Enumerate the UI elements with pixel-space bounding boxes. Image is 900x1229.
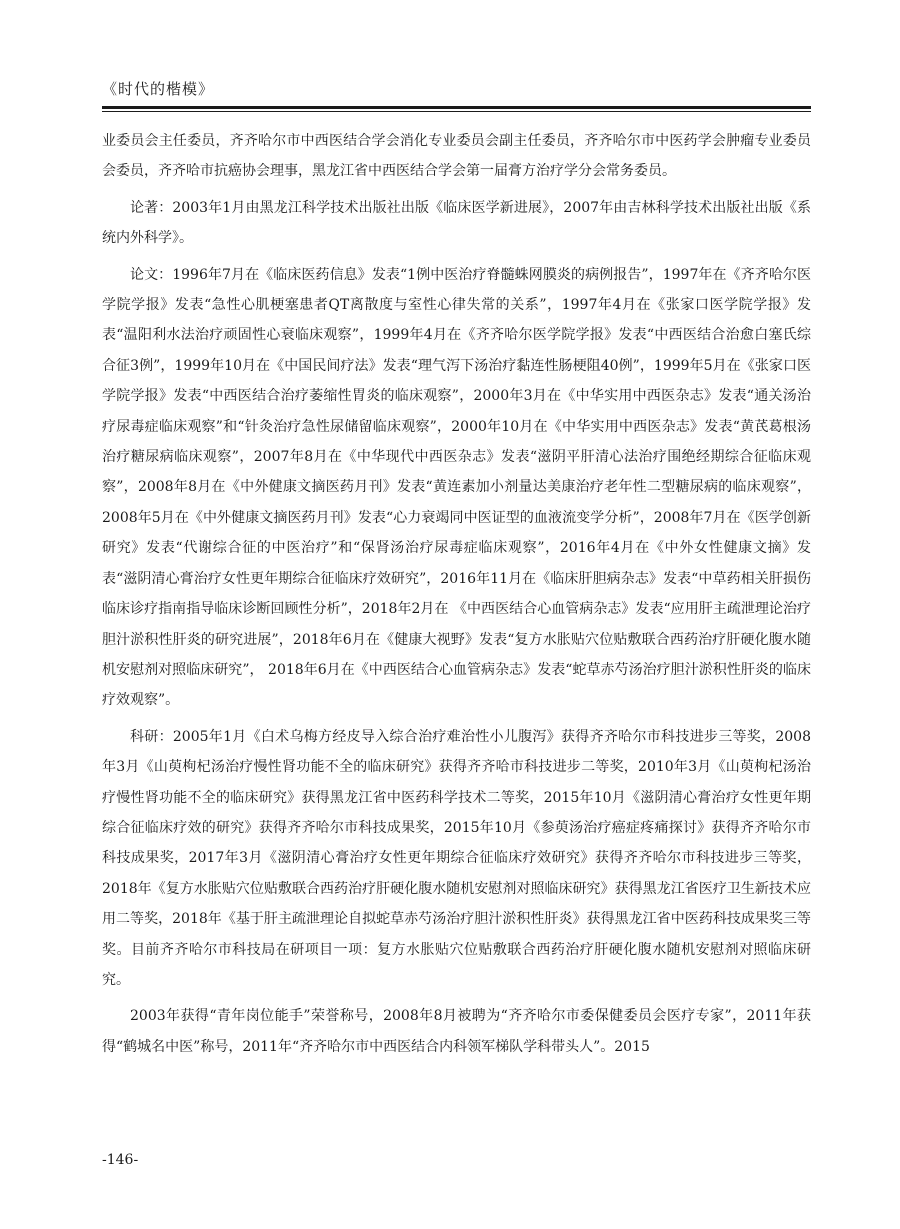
body-text (102, 126, 811, 1068)
header-rule-thick (102, 106, 811, 109)
paragraph-honors: 2003年获得“青年岗位能手”荣誉称号，2008年8月被聘为“齐齐哈尔市委保健委员会医疗专家”，2011年获得“鹤城名中医”称号，2011年“齐齐哈尔市中西医结合内科领军梯队学科带头人”。2015 (102, 1008, 811, 1055)
paragraph-monographs: 论著：2003年1月由黑龙江科学技术出版社出版《临床医学新进展》，2007年由吉林科学技术出版社出版《系统内外科学》。 (102, 199, 811, 247)
page-number: -146- (102, 1152, 139, 1168)
header-rule-thin (102, 111, 811, 112)
paragraph-committees: 业委员会主任委员，齐齐哈尔市中西医结合学会消化专业委员会副主任委员，齐齐哈尔市中医药学会肿瘤专业委员会委员，齐齐哈市抗癌协会理事，黑龙江省中西医结合学会第一届膏方治疗学分会常务委员。 (102, 133, 811, 180)
paragraph-papers: 论文：1996年7月在《临床医药信息》发表“1例中医治疗脊髓蛛网膜炎的病例报告”，1997年在《齐齐哈尔医学院学报》发表“急性心肌梗塞患者QT离散度与室性心律失常的关系”，1997年4月在《张家口医学院学报》发表“温阳利水法治疗顽固性心衰临床观察”，1999年4月在《齐齐哈尔医学院学报》发表“中西医结合治愈白塞氏综合征3例”，1999年10月在《中国民间疗法》发表“理气泻下汤治疗黏连性肠梗阻40例”，1999年5月在《张家口医学院学报》发表“中西医结合治疗萎缩性胃炎的临床观察”，2000年3月在《中华实用中西医杂志》发表“通关汤治疗尿毒症临床观察”和“针灸治疗急性尿储留临床观察”，2000年10月在《中华实用中西医杂志》发表“黄芪葛根汤治疗糖尿病临床观察”，2007年8月在《中华现代中西医杂志》发表“滋阴平肝清心法治疗围绝经期综合征临床观察”，2008年8月在《中外健康文摘医药月刊》发表“黄连素加小剂量达美康治疗老年性二型糖尿病的临床观察”，2008年5月在《中外健康文摘医药月刊》发表“心力衰竭同中医证型的血液流变学分析”，2008年7月在《医学创新研究》发表“代谢综合征的中医治疗”和“保肾汤治疗尿毒症临床观察”，2016年4月在《中外女性健康文摘》发表“滋阴清心膏治疗女性更年期综合征临床疗效研究”，2016年11月在《临床肝胆病杂志》发表“中草药相关肝损伤临床诊疗指南指导临床诊断回顾性分析”，2018年2月在 《中西医结合心血管病杂志》发表“应用肝主疏泄理论治疗胆汁淤积性肝炎的研究进展”，2018年6月在《健康大视野》发表“复方水胀贴穴位贴敷联合西药治疗肝硬化腹水随机安慰剂对照临床研究”， 2018年6月在《中西医结合心血管病杂志》发表“蛇草赤芍汤治疗胆汁淤积性肝炎的临床疗效观察”。 (102, 266, 811, 709)
paragraph-research: 科研：2005年1月《白术乌梅方经皮导入综合治疗难治性小儿腹泻》获得齐齐哈尔市科技进步三等奖，2008年3月《山萸枸杞汤治疗慢性肾功能不全的临床研究》获得齐齐哈市科技进步二等奖，2010年3月《山萸枸杞汤治疗慢性肾功能不全的临床研究》获得黑龙江省中医药科学技术二等奖，2015年10月《滋阴清心膏治疗女性更年期综合征临床疗效的研究》获得齐齐哈尔市科技成果奖，2015年10月《参萸汤治疗癌症疼痛探讨》获得齐齐哈尔市科技成果奖，2017年3月《滋阴清心膏治疗女性更年期综合征临床疗效研究》获得齐齐哈尔市科技进步三等奖，2018年《复方水胀贴穴位贴敷联合西药治疗肝硬化腹水随机安慰剂对照临床研究》获得黑龙江省医疗卫生新技术应用二等奖，2018年《基于肝主疏泄理论自拟蛇草赤芍汤治疗胆汁淤积性肝炎》获得黑龙江省中医药科技成果奖三等奖。目前齐齐哈尔市科技局在研项目一项：复方水胀贴穴位贴敷联合西药治疗肝硬化腹水随机安慰剂对照临床研究。 (102, 728, 811, 988)
running-header-title: 《时代的楷模》 (102, 80, 215, 98)
